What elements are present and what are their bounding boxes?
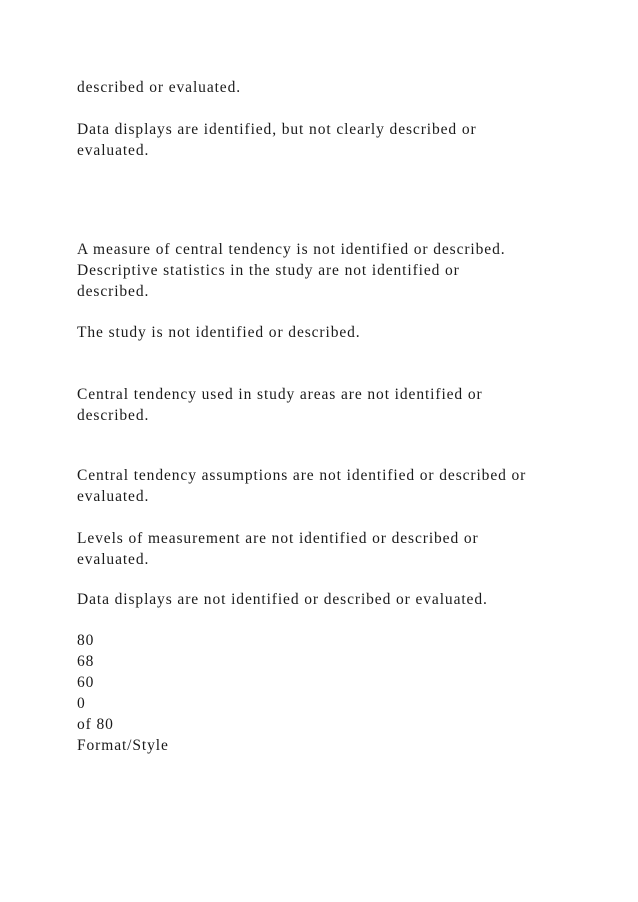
text-line: evaluated. bbox=[77, 142, 150, 159]
text-line: evaluated. bbox=[77, 551, 150, 568]
score-value: 68 bbox=[77, 653, 95, 670]
text-line: Central tendency assumptions are not identified or described or bbox=[77, 467, 527, 484]
score-value: 0 bbox=[77, 695, 86, 712]
text-line: Descriptive statistics in the study are not identified or bbox=[77, 262, 460, 279]
text-line: Data displays are identified, but not clearly described or bbox=[77, 121, 477, 138]
text-line: described or evaluated. bbox=[77, 79, 242, 96]
score-value: 60 bbox=[77, 674, 95, 691]
text-line: described. bbox=[77, 283, 150, 300]
text-line: evaluated. bbox=[77, 488, 150, 505]
text-line: described. bbox=[77, 407, 150, 424]
text-line: Levels of measurement are not identified or described or bbox=[77, 530, 479, 547]
text-line: A measure of central tendency is not identified or described. bbox=[77, 241, 506, 258]
score-total: of 80 bbox=[77, 716, 114, 733]
text-line: The study is not identified or described. bbox=[77, 324, 361, 341]
text-line: Central tendency used in study areas are not identified or bbox=[77, 386, 483, 403]
section-heading: Format/Style bbox=[77, 737, 169, 754]
score-value: 80 bbox=[77, 632, 95, 649]
text-line: Data displays are not identified or described or evaluated. bbox=[77, 591, 488, 608]
